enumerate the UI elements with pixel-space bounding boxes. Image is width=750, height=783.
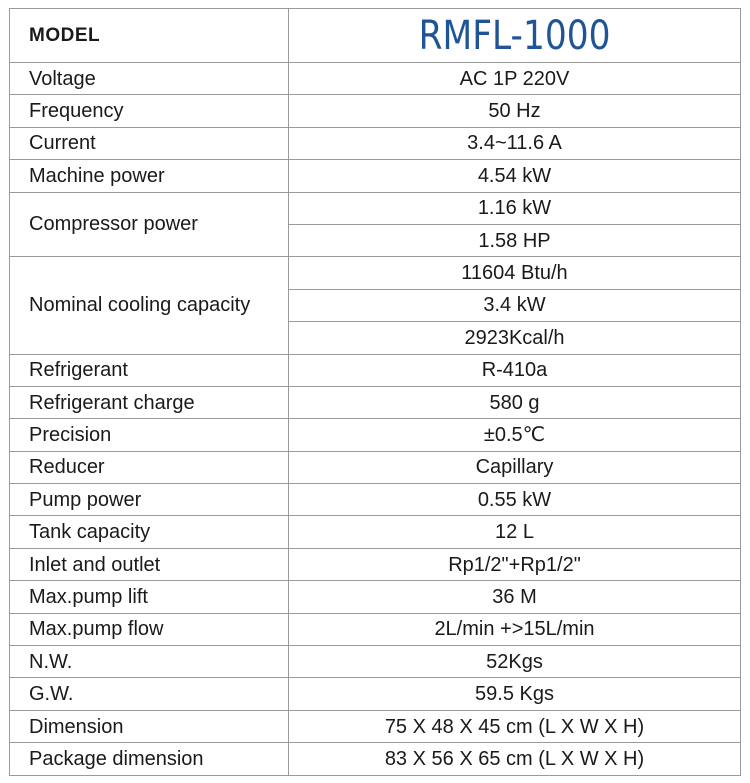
spec-table-body: [10, 9, 741, 776]
spec-value: 3.4 kW: [289, 289, 741, 321]
spec-value: 75 X 48 X 45 cm (L X W X H): [289, 710, 741, 742]
spec-label: Inlet and outlet: [10, 548, 289, 580]
spec-row: [10, 548, 741, 580]
spec-value: Capillary: [289, 451, 741, 483]
spec-row: [10, 581, 741, 613]
spec-value: 1.16 kW: [289, 192, 741, 224]
spec-row: [10, 516, 741, 548]
spec-label: Max.pump flow: [10, 613, 289, 645]
spec-value: 50 Hz: [289, 95, 741, 127]
spec-value: 3.4~11.6 A: [289, 127, 741, 159]
spec-value: Rp1/2"+Rp1/2": [289, 548, 741, 580]
spec-row: [10, 678, 741, 710]
spec-label: Dimension: [10, 710, 289, 742]
spec-value: R-410a: [289, 354, 741, 386]
spec-row: [10, 257, 741, 289]
model-name: RMFL-1000: [418, 12, 611, 59]
spec-row: [10, 484, 741, 516]
spec-label: Max.pump lift: [10, 581, 289, 613]
spec-label: Refrigerant: [10, 354, 289, 386]
spec-value: 36 M: [289, 581, 741, 613]
spec-value: 11604 Btu/h: [289, 257, 741, 289]
spec-value: 59.5 Kgs: [289, 678, 741, 710]
spec-row: [10, 743, 741, 775]
spec-row: [10, 127, 741, 159]
spec-row: [10, 613, 741, 645]
spec-value: 2L/min +>15L/min: [289, 613, 741, 645]
model-name-cell: [289, 9, 741, 63]
spec-row: [10, 646, 741, 678]
spec-value: 580 g: [289, 386, 741, 418]
spec-row: [10, 63, 741, 95]
spec-value: 0.55 kW: [289, 484, 741, 516]
spec-label: Current: [10, 127, 289, 159]
spec-value: 12 L: [289, 516, 741, 548]
spec-value: ±0.5℃: [289, 419, 741, 451]
model-label: MODEL: [10, 9, 289, 63]
spec-label: Voltage: [10, 63, 289, 95]
spec-label: Frequency: [10, 95, 289, 127]
spec-row: [10, 192, 741, 224]
spec-label: Tank capacity: [10, 516, 289, 548]
spec-row: [10, 451, 741, 483]
spec-label: G.W.: [10, 678, 289, 710]
spec-label: Compressor power: [10, 192, 289, 257]
spec-label: Machine power: [10, 160, 289, 192]
spec-label: Precision: [10, 419, 289, 451]
spec-row: [10, 710, 741, 742]
spec-row: [10, 160, 741, 192]
spec-row: [10, 386, 741, 418]
spec-value: 1.58 HP: [289, 224, 741, 256]
spec-row: [10, 419, 741, 451]
spec-table: [9, 8, 741, 776]
spec-value: AC 1P 220V: [289, 63, 741, 95]
header-row: [10, 9, 741, 63]
spec-value: 83 X 56 X 65 cm (L X W X H): [289, 743, 741, 775]
spec-value: 52Kgs: [289, 646, 741, 678]
spec-value: 2923Kcal/h: [289, 322, 741, 354]
spec-label: Reducer: [10, 451, 289, 483]
spec-label: N.W.: [10, 646, 289, 678]
spec-row: [10, 354, 741, 386]
spec-label: Pump power: [10, 484, 289, 516]
spec-label: Nominal cooling capacity: [10, 257, 289, 354]
spec-label: Refrigerant charge: [10, 386, 289, 418]
spec-row: [10, 95, 741, 127]
spec-value: 4.54 kW: [289, 160, 741, 192]
spec-label: Package dimension: [10, 743, 289, 775]
